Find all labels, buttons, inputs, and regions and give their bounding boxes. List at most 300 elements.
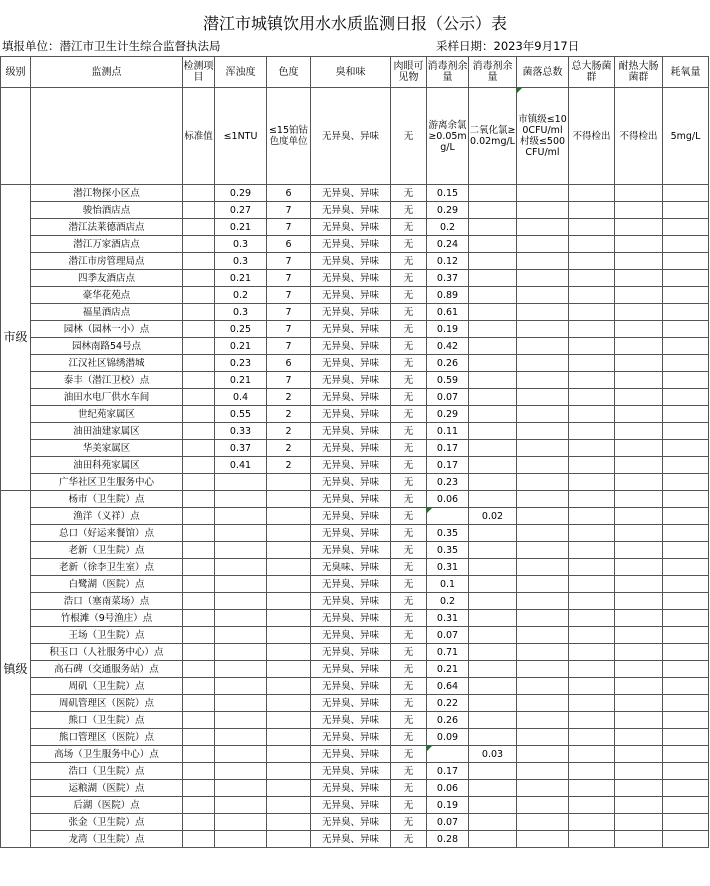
visible-cell: 无	[391, 695, 427, 712]
colony-cell	[517, 746, 569, 763]
chlorine-cell: 0.24	[427, 236, 469, 253]
site-cell: 潜江法莱德酒店点	[31, 219, 183, 236]
site-cell: 龙湾（卫生院）点	[31, 831, 183, 848]
chlorine-dioxide-cell	[469, 474, 517, 491]
visible-cell: 无	[391, 508, 427, 525]
reporter-unit: 填报单位：潜江市卫生计生综合监督执法局	[2, 39, 221, 53]
item-cell	[183, 338, 215, 355]
colony-cell	[517, 440, 569, 457]
color-cell	[267, 831, 311, 848]
colony-cell	[517, 525, 569, 542]
colony-cell	[517, 355, 569, 372]
site-cell: 泰丰（潜江卫校）点	[31, 372, 183, 389]
thermo-coliform-cell	[615, 474, 663, 491]
odor-cell: 无异臭、异味	[311, 678, 391, 695]
chlorine-dioxide-cell	[469, 559, 517, 576]
oxygen-cell	[663, 270, 709, 287]
oxygen-cell	[663, 627, 709, 644]
visible-cell: 无	[391, 542, 427, 559]
coliform-cell	[569, 270, 615, 287]
item-cell	[183, 219, 215, 236]
item-cell	[183, 287, 215, 304]
chlorine-dioxide-cell	[469, 695, 517, 712]
thermo-coliform-cell	[615, 321, 663, 338]
visible-cell: 无	[391, 525, 427, 542]
chlorine-dioxide-cell	[469, 780, 517, 797]
thermo-coliform-cell	[615, 661, 663, 678]
header-level: 级别	[1, 57, 31, 88]
odor-cell: 无异臭、异味	[311, 389, 391, 406]
oxygen-cell	[663, 474, 709, 491]
standard-oxygen: 5mg/L	[663, 88, 709, 185]
odor-cell: 无异臭、异味	[311, 219, 391, 236]
table-row	[1, 576, 709, 593]
header-thermo-coliform: 耐热大肠菌群	[615, 57, 663, 88]
visible-cell: 无	[391, 440, 427, 457]
oxygen-cell	[663, 406, 709, 423]
thermo-coliform-cell	[615, 559, 663, 576]
turbidity-cell: 0.2	[215, 287, 267, 304]
table-row	[1, 678, 709, 695]
header-coliform: 总大肠菌群	[569, 57, 615, 88]
visible-cell: 无	[391, 593, 427, 610]
oxygen-cell	[663, 525, 709, 542]
visible-cell: 无	[391, 185, 427, 202]
thermo-coliform-cell	[615, 304, 663, 321]
oxygen-cell	[663, 814, 709, 831]
odor-cell: 无异臭、异味	[311, 474, 391, 491]
site-cell: 竹根滩（9号渔庄）点	[31, 610, 183, 627]
item-cell	[183, 457, 215, 474]
table-row	[1, 644, 709, 661]
turbidity-cell: 0.41	[215, 457, 267, 474]
visible-cell: 无	[391, 661, 427, 678]
table-row	[1, 457, 709, 474]
item-cell	[183, 797, 215, 814]
colony-cell	[517, 406, 569, 423]
table-row	[1, 355, 709, 372]
thermo-coliform-cell	[615, 746, 663, 763]
chlorine-dioxide-cell	[469, 321, 517, 338]
oxygen-cell	[663, 219, 709, 236]
chlorine-dioxide-cell	[469, 236, 517, 253]
color-cell: 2	[267, 440, 311, 457]
chlorine-cell: 0.37	[427, 270, 469, 287]
site-cell: 浩口（塞南菜场）点	[31, 593, 183, 610]
header-chlorine-dioxide: 消毒剂余量	[469, 57, 517, 88]
chlorine-dioxide-cell	[469, 202, 517, 219]
oxygen-cell	[663, 712, 709, 729]
visible-cell: 无	[391, 304, 427, 321]
table-row	[1, 202, 709, 219]
chlorine-cell: 0.06	[427, 491, 469, 508]
site-cell: 张金（卫生院）点	[31, 814, 183, 831]
chlorine-dioxide-cell	[469, 729, 517, 746]
odor-cell: 无异臭、异味	[311, 814, 391, 831]
turbidity-cell	[215, 491, 267, 508]
chlorine-dioxide-cell	[469, 525, 517, 542]
oxygen-cell	[663, 593, 709, 610]
colony-cell	[517, 559, 569, 576]
chlorine-cell: 0.19	[427, 797, 469, 814]
colony-cell	[517, 627, 569, 644]
chlorine-cell: 0.09	[427, 729, 469, 746]
thermo-coliform-cell	[615, 219, 663, 236]
color-cell	[267, 763, 311, 780]
color-cell: 2	[267, 457, 311, 474]
item-cell	[183, 202, 215, 219]
odor-cell: 无异臭、异味	[311, 321, 391, 338]
thermo-coliform-cell	[615, 525, 663, 542]
chlorine-dioxide-cell	[469, 440, 517, 457]
table-row	[1, 321, 709, 338]
visible-cell: 无	[391, 610, 427, 627]
turbidity-cell	[215, 525, 267, 542]
item-cell	[183, 678, 215, 695]
item-cell	[183, 185, 215, 202]
site-cell: 周矶管理区（医院）点	[31, 695, 183, 712]
thermo-coliform-cell	[615, 508, 663, 525]
odor-cell: 无异臭、异味	[311, 831, 391, 848]
site-cell: 渔洋（义祥）点	[31, 508, 183, 525]
visible-cell: 无	[391, 253, 427, 270]
table-row	[1, 474, 709, 491]
turbidity-cell	[215, 831, 267, 848]
visible-cell: 无	[391, 644, 427, 661]
turbidity-cell: 0.3	[215, 253, 267, 270]
color-cell: 7	[267, 202, 311, 219]
odor-cell: 无异臭、异味	[311, 746, 391, 763]
visible-cell: 无	[391, 831, 427, 848]
oxygen-cell	[663, 678, 709, 695]
coliform-cell	[569, 814, 615, 831]
turbidity-cell	[215, 644, 267, 661]
chlorine-dioxide-cell	[469, 797, 517, 814]
thermo-coliform-cell	[615, 695, 663, 712]
chlorine-dioxide-cell	[469, 270, 517, 287]
header-turbidity: 浑浊度	[215, 57, 267, 88]
oxygen-cell	[663, 780, 709, 797]
chlorine-cell: 0.42	[427, 338, 469, 355]
turbidity-cell: 0.21	[215, 338, 267, 355]
thermo-coliform-cell	[615, 253, 663, 270]
chlorine-cell: 0.26	[427, 355, 469, 372]
chlorine-dioxide-cell	[469, 219, 517, 236]
visible-cell: 无	[391, 219, 427, 236]
standard-chlorine-dioxide: 二氧化氯≥0.02mg/L	[469, 88, 517, 185]
turbidity-cell	[215, 508, 267, 525]
thermo-coliform-cell	[615, 610, 663, 627]
odor-cell: 无异臭、异味	[311, 440, 391, 457]
chlorine-dioxide-cell	[469, 542, 517, 559]
site-cell: 四季友酒店点	[31, 270, 183, 287]
odor-cell: 无异臭、异味	[311, 780, 391, 797]
odor-cell: 无异臭、异味	[311, 525, 391, 542]
odor-cell: 无异臭、异味	[311, 355, 391, 372]
odor-cell: 无异臭、异味	[311, 236, 391, 253]
coliform-cell	[569, 831, 615, 848]
site-cell: 熊口管理区（医院）点	[31, 729, 183, 746]
colony-cell	[517, 219, 569, 236]
chlorine-cell: 0.15	[427, 185, 469, 202]
table-row	[1, 610, 709, 627]
chlorine-dioxide-cell	[469, 763, 517, 780]
odor-cell: 无异臭、异味	[311, 729, 391, 746]
coliform-cell	[569, 253, 615, 270]
standard-visible: 无	[391, 88, 427, 185]
item-cell	[183, 695, 215, 712]
turbidity-cell: 0.25	[215, 321, 267, 338]
turbidity-cell: 0.21	[215, 372, 267, 389]
thermo-coliform-cell	[615, 814, 663, 831]
color-cell: 2	[267, 423, 311, 440]
odor-cell: 无异臭、异味	[311, 627, 391, 644]
chlorine-dioxide-cell	[469, 287, 517, 304]
color-cell	[267, 593, 311, 610]
table-row	[1, 780, 709, 797]
visible-cell: 无	[391, 780, 427, 797]
thermo-coliform-cell	[615, 797, 663, 814]
coliform-cell	[569, 355, 615, 372]
color-cell: 2	[267, 389, 311, 406]
site-cell: 油田科苑家属区	[31, 457, 183, 474]
odor-cell: 无异臭、异味	[311, 304, 391, 321]
color-cell	[267, 678, 311, 695]
site-cell: 园林南路54号点	[31, 338, 183, 355]
table-row	[1, 338, 709, 355]
visible-cell: 无	[391, 406, 427, 423]
colony-cell	[517, 457, 569, 474]
item-cell	[183, 780, 215, 797]
turbidity-cell: 0.33	[215, 423, 267, 440]
oxygen-cell	[663, 304, 709, 321]
visible-cell: 无	[391, 763, 427, 780]
header-visible: 肉眼可见物	[391, 57, 427, 88]
odor-cell: 无异臭、异味	[311, 593, 391, 610]
coliform-cell	[569, 236, 615, 253]
site-cell: 广华社区卫生服务中心	[31, 474, 183, 491]
thermo-coliform-cell	[615, 355, 663, 372]
odor-cell: 无异臭、异味	[311, 542, 391, 559]
table-row	[1, 491, 709, 508]
chlorine-dioxide-cell	[469, 355, 517, 372]
sample-date: 采样日期：2023年9月17日	[436, 39, 580, 53]
visible-cell: 无	[391, 746, 427, 763]
odor-cell: 无异臭、异味	[311, 270, 391, 287]
standard-colony: 市镇级≤100CFU/ml 村级≤500CFU/ml	[517, 88, 569, 185]
item-cell	[183, 440, 215, 457]
thermo-coliform-cell	[615, 644, 663, 661]
chlorine-cell: 0.22	[427, 695, 469, 712]
thermo-coliform-cell	[615, 338, 663, 355]
header-colony: 菌落总数	[517, 57, 569, 88]
item-cell	[183, 355, 215, 372]
oxygen-cell	[663, 457, 709, 474]
water-quality-table	[0, 56, 709, 848]
turbidity-cell	[215, 610, 267, 627]
table-row	[1, 389, 709, 406]
chlorine-dioxide-cell	[469, 644, 517, 661]
thermo-coliform-cell	[615, 780, 663, 797]
colony-cell	[517, 542, 569, 559]
visible-cell: 无	[391, 202, 427, 219]
visible-cell: 无	[391, 712, 427, 729]
chlorine-dioxide-cell	[469, 610, 517, 627]
turbidity-cell	[215, 542, 267, 559]
chlorine-cell: 0.17	[427, 763, 469, 780]
coliform-cell	[569, 780, 615, 797]
colony-cell	[517, 287, 569, 304]
coliform-cell	[569, 610, 615, 627]
chlorine-dioxide-cell	[469, 304, 517, 321]
coliform-cell	[569, 440, 615, 457]
color-cell	[267, 712, 311, 729]
standard-coliform: 不得检出	[569, 88, 615, 185]
oxygen-cell	[663, 695, 709, 712]
turbidity-cell: 0.55	[215, 406, 267, 423]
oxygen-cell	[663, 610, 709, 627]
odor-cell: 无臭味、异味	[311, 559, 391, 576]
chlorine-cell: 0.71	[427, 644, 469, 661]
coliform-cell	[569, 576, 615, 593]
visible-cell: 无	[391, 389, 427, 406]
thermo-coliform-cell	[615, 406, 663, 423]
item-cell	[183, 831, 215, 848]
oxygen-cell	[663, 797, 709, 814]
table-row	[1, 712, 709, 729]
item-cell	[183, 406, 215, 423]
site-cell: 园林（园林一小）点	[31, 321, 183, 338]
table-row	[1, 729, 709, 746]
colony-cell	[517, 389, 569, 406]
chlorine-cell: 0.29	[427, 406, 469, 423]
item-cell	[183, 508, 215, 525]
oxygen-cell	[663, 236, 709, 253]
item-cell	[183, 423, 215, 440]
oxygen-cell	[663, 542, 709, 559]
turbidity-cell: 0.21	[215, 270, 267, 287]
visible-cell: 无	[391, 321, 427, 338]
visible-cell: 无	[391, 729, 427, 746]
turbidity-cell	[215, 576, 267, 593]
site-cell: 福星酒店点	[31, 304, 183, 321]
table-row	[1, 661, 709, 678]
thermo-coliform-cell	[615, 712, 663, 729]
thermo-coliform-cell	[615, 576, 663, 593]
turbidity-cell	[215, 678, 267, 695]
chlorine-dioxide-cell	[469, 423, 517, 440]
visible-cell: 无	[391, 474, 427, 491]
thermo-coliform-cell	[615, 440, 663, 457]
colony-cell	[517, 236, 569, 253]
header-oxygen: 耗氧量	[663, 57, 709, 88]
turbidity-cell	[215, 746, 267, 763]
site-cell: 老新（徐李卫生室）点	[31, 559, 183, 576]
odor-cell: 无异臭、异味	[311, 372, 391, 389]
header-color: 色度	[267, 57, 311, 88]
chlorine-cell: 0.26	[427, 712, 469, 729]
colony-cell	[517, 661, 569, 678]
thermo-coliform-cell	[615, 542, 663, 559]
thermo-coliform-cell	[615, 389, 663, 406]
turbidity-cell	[215, 780, 267, 797]
oxygen-cell	[663, 644, 709, 661]
odor-cell: 无异臭、异味	[311, 661, 391, 678]
odor-cell: 无异臭、异味	[311, 644, 391, 661]
level-cell: 市级	[1, 185, 31, 491]
color-cell: 7	[267, 287, 311, 304]
page-title: 潜江市城镇饮用水水质监测日报（公示）表	[202, 14, 507, 33]
colony-cell	[517, 780, 569, 797]
thermo-coliform-cell	[615, 287, 663, 304]
color-cell: 7	[267, 304, 311, 321]
chlorine-dioxide-cell	[469, 814, 517, 831]
turbidity-cell	[215, 814, 267, 831]
visible-cell: 无	[391, 814, 427, 831]
color-cell	[267, 627, 311, 644]
color-cell: 2	[267, 406, 311, 423]
turbidity-cell: 0.29	[215, 185, 267, 202]
chlorine-cell: 0.31	[427, 610, 469, 627]
colony-cell	[517, 185, 569, 202]
coliform-cell	[569, 593, 615, 610]
chlorine-cell: 0.07	[427, 389, 469, 406]
site-cell: 油田水电厂供水车间	[31, 389, 183, 406]
colony-cell	[517, 695, 569, 712]
table-row	[1, 746, 709, 763]
chlorine-cell: 0.19	[427, 321, 469, 338]
colony-cell	[517, 610, 569, 627]
oxygen-cell	[663, 763, 709, 780]
chlorine-dioxide-cell	[469, 831, 517, 848]
item-cell	[183, 593, 215, 610]
coliform-cell	[569, 457, 615, 474]
color-cell: 7	[267, 372, 311, 389]
chlorine-cell: 0.2	[427, 219, 469, 236]
thermo-coliform-cell	[615, 678, 663, 695]
oxygen-cell	[663, 338, 709, 355]
coliform-cell	[569, 729, 615, 746]
coliform-cell	[569, 372, 615, 389]
thermo-coliform-cell	[615, 202, 663, 219]
coliform-cell	[569, 712, 615, 729]
site-cell: 周矶（卫生院）点	[31, 678, 183, 695]
chlorine-dioxide-cell: 0.03	[469, 746, 517, 763]
item-cell	[183, 253, 215, 270]
visible-cell: 无	[391, 576, 427, 593]
colony-cell	[517, 814, 569, 831]
color-cell	[267, 508, 311, 525]
table-row	[1, 542, 709, 559]
color-cell	[267, 525, 311, 542]
item-cell	[183, 559, 215, 576]
colony-cell	[517, 678, 569, 695]
colony-cell	[517, 202, 569, 219]
site-cell: 华美家属区	[31, 440, 183, 457]
coliform-cell	[569, 185, 615, 202]
chlorine-cell: 0.28	[427, 831, 469, 848]
chlorine-cell: 0.07	[427, 627, 469, 644]
chlorine-cell: 0.31	[427, 559, 469, 576]
item-cell	[183, 746, 215, 763]
coliform-cell	[569, 219, 615, 236]
table-row	[1, 185, 709, 202]
oxygen-cell	[663, 355, 709, 372]
thermo-coliform-cell	[615, 593, 663, 610]
odor-cell: 无异臭、异味	[311, 797, 391, 814]
item-cell	[183, 712, 215, 729]
coliform-cell	[569, 406, 615, 423]
